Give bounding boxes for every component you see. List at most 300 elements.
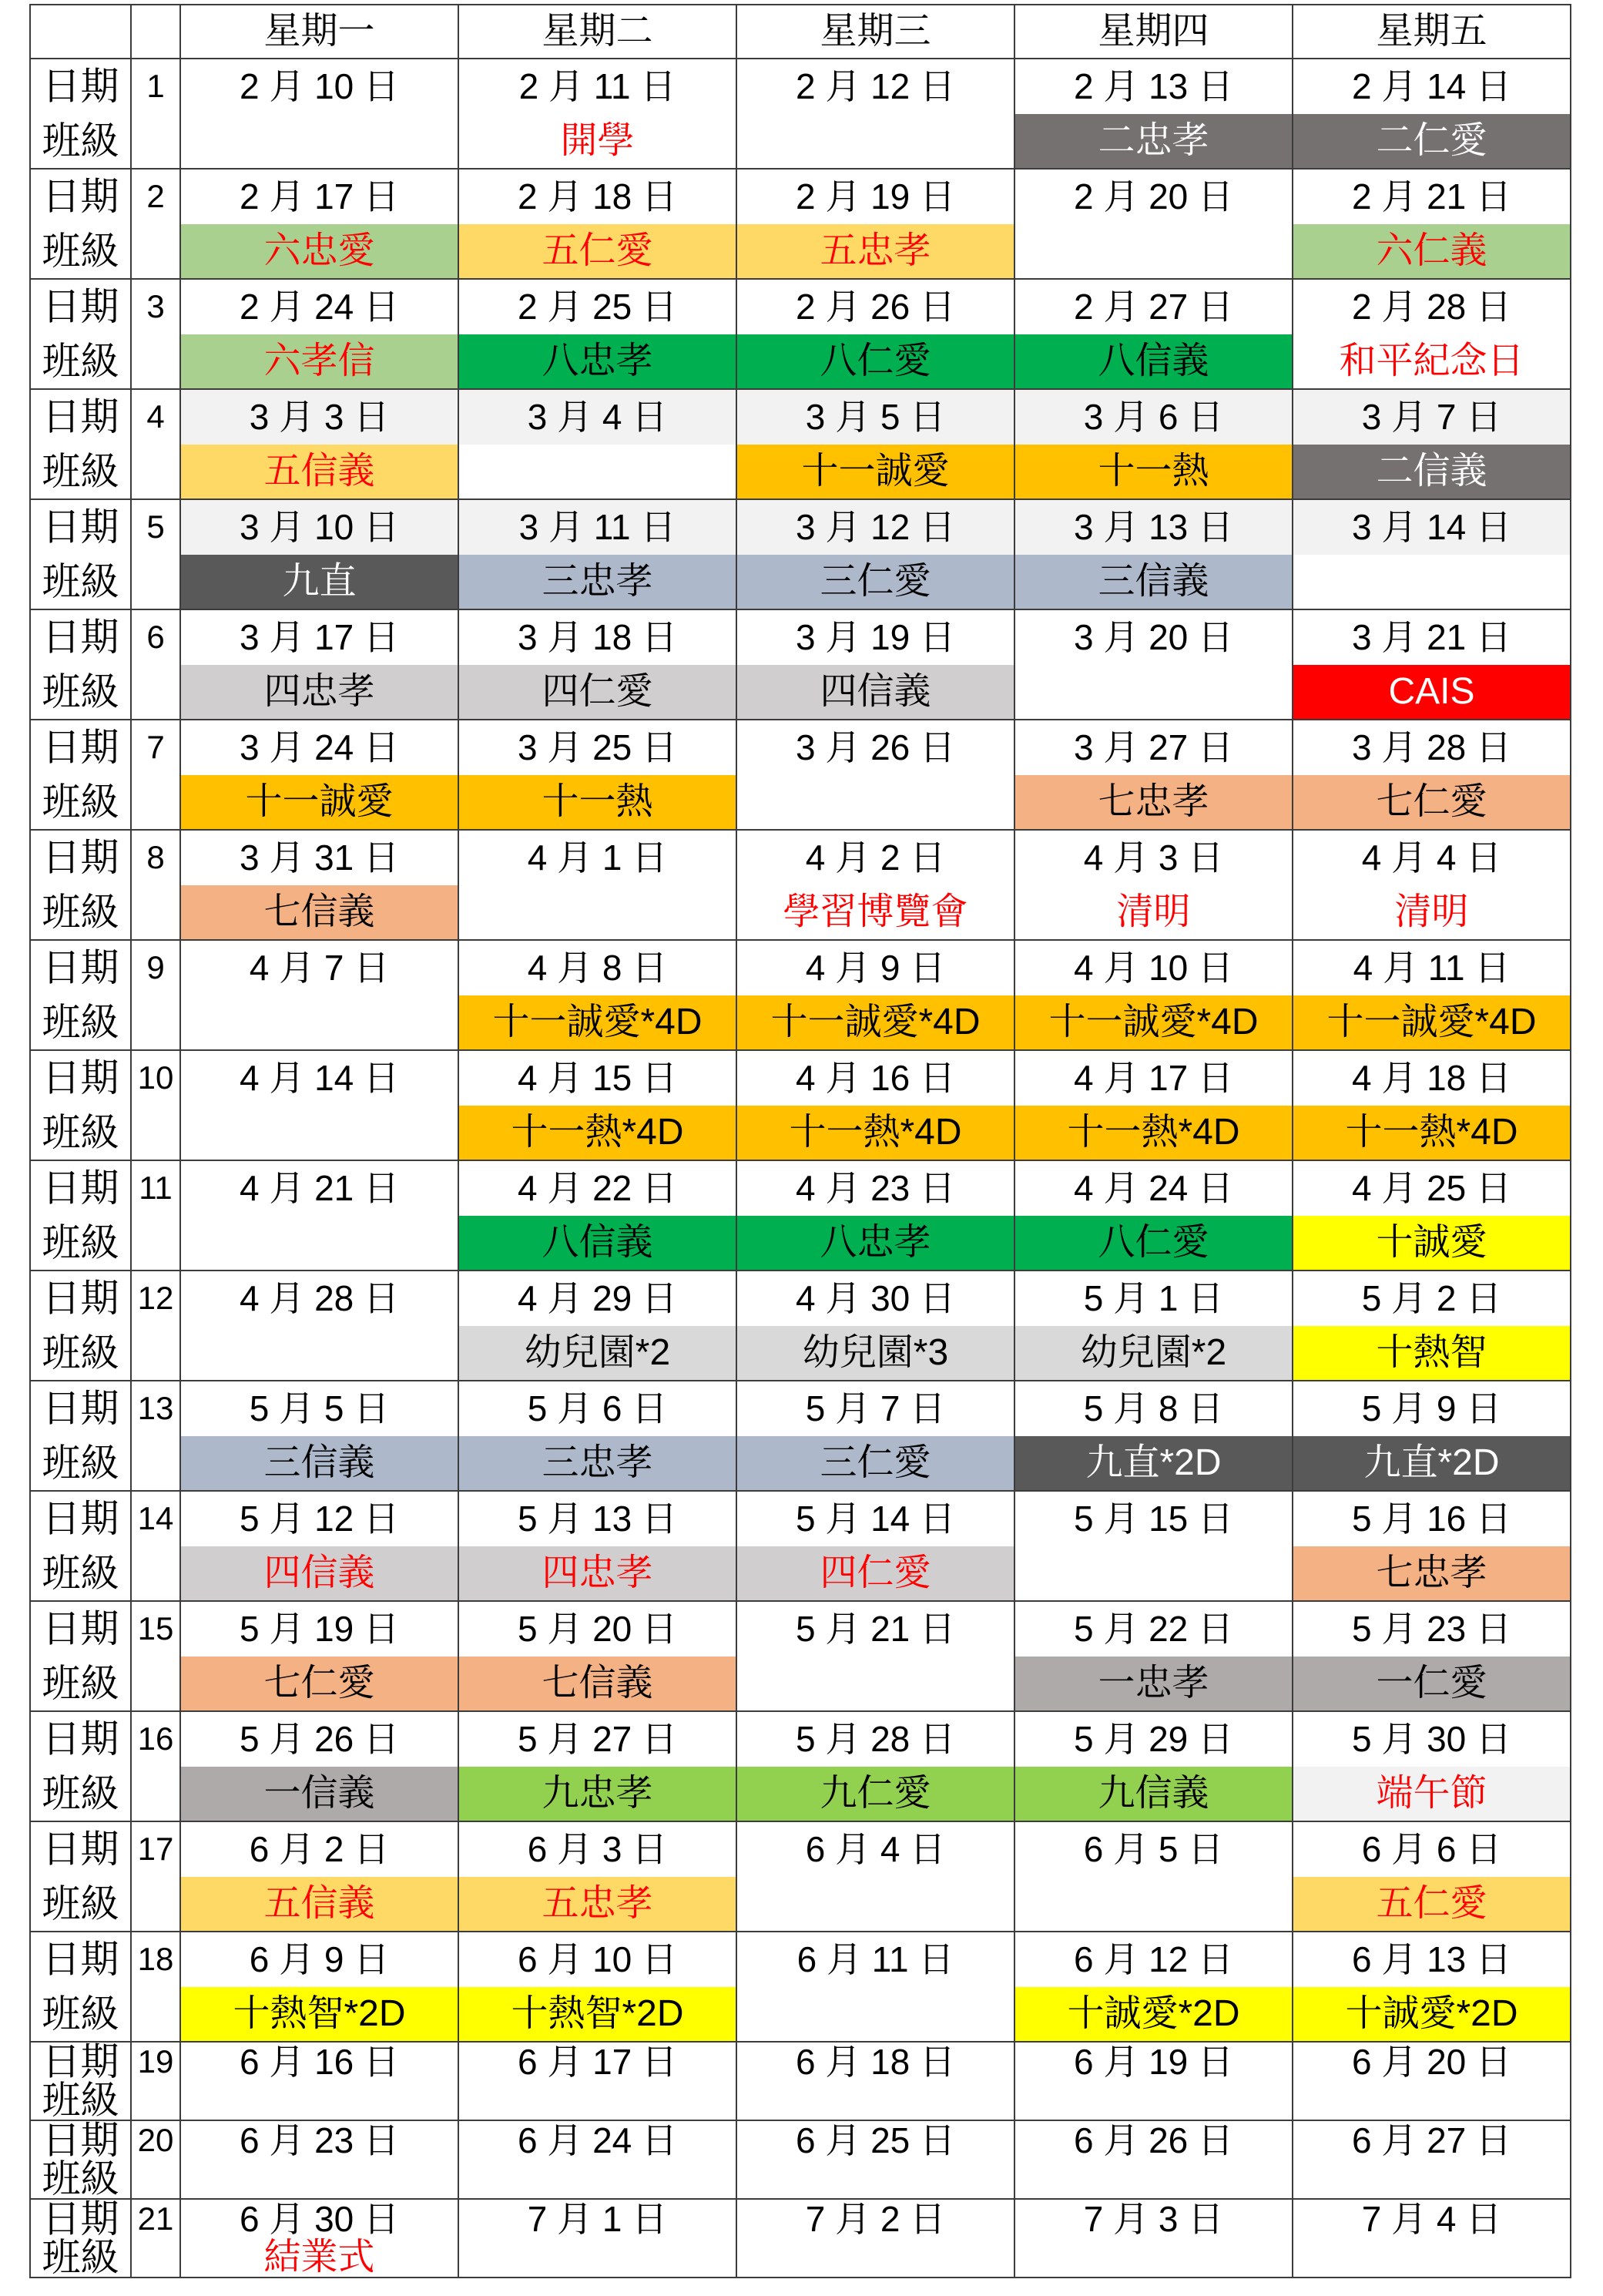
header-blank-cell: [31, 5, 132, 59]
class-text: 一仁愛: [1293, 1657, 1570, 1711]
week-row: [31, 1712, 1571, 1822]
date-text: 4 月 23 日: [795, 1168, 956, 1209]
day-cell: [459, 1712, 737, 1822]
class-label: 班級: [42, 1331, 119, 1375]
date-text: 6 月 2 日: [249, 1829, 390, 1870]
row-label-cell: [31, 1381, 132, 1492]
class-text: 五信義: [181, 445, 458, 499]
week-number: 3: [146, 288, 165, 325]
date-text: 4 月 4 日: [1361, 838, 1502, 878]
day-cell: [737, 610, 1015, 720]
date-text: 4 月 10 日: [1073, 948, 1234, 989]
day-cell: [737, 1381, 1015, 1492]
date-text: 5 月 16 日: [1351, 1499, 1512, 1539]
week-number: 17: [137, 1831, 174, 1868]
date-text: 3 月 27 日: [1073, 727, 1234, 768]
class-text: [737, 2081, 1014, 2120]
day-cell: [1293, 1602, 1571, 1712]
day-cell: [459, 2043, 737, 2121]
class-label: 班級: [42, 1220, 119, 1264]
day-cell: [737, 2043, 1015, 2121]
class-text: 七忠孝: [1293, 1546, 1570, 1601]
class-label: 班級: [42, 449, 119, 493]
date-text: 5 月 6 日: [527, 1388, 668, 1429]
date-label: 日期: [42, 285, 119, 329]
day-cell: [181, 1932, 459, 2043]
day-cell: [459, 280, 737, 390]
class-text: 九信義: [1015, 1767, 1292, 1821]
week-number-cell: [132, 280, 181, 390]
day-cell: [737, 1051, 1015, 1161]
day-cell: [1015, 500, 1293, 610]
date-label: 日期: [42, 1828, 119, 1871]
date-text: 3 月 3 日: [181, 390, 458, 445]
day-cell: [737, 1602, 1015, 1712]
day-cell: [181, 1381, 459, 1492]
week-number-cell: [132, 2200, 181, 2278]
day-cell: [459, 1492, 737, 1602]
week-number-cell: [132, 1712, 181, 1822]
date-text: 5 月 26 日: [239, 1719, 400, 1760]
day-cell: [1293, 1381, 1571, 1492]
day-cell: [1293, 1712, 1571, 1822]
day-cell: [737, 1822, 1015, 1932]
class-text: 二仁愛: [1293, 114, 1570, 169]
day-cell: [181, 1271, 459, 1381]
date-label: 日期: [42, 616, 119, 660]
week-row: [31, 1051, 1571, 1161]
week-row: [31, 1822, 1571, 1932]
day-cell: [1293, 280, 1571, 390]
week-number-cell: [132, 831, 181, 941]
day-cell: [181, 500, 459, 610]
week-row: [31, 831, 1571, 941]
date-label: 日期: [42, 1056, 119, 1100]
day-cell: [1015, 2200, 1293, 2278]
week-number: 6: [146, 619, 165, 656]
date-text: 2 月 13 日: [1073, 66, 1234, 107]
class-label: 班級: [42, 1992, 119, 2036]
class-text: 三仁愛: [737, 1436, 1014, 1491]
date-text: 7 月 4 日: [1361, 2199, 1502, 2239]
class-text: 一信義: [181, 1767, 458, 1821]
date-text: 4 月 11 日: [1353, 948, 1511, 989]
class-text: [181, 1216, 458, 1271]
date-text: 5 月 13 日: [517, 1499, 678, 1539]
class-label: 班級: [42, 119, 119, 163]
class-text: [1015, 2081, 1292, 2120]
date-text: 3 月 17 日: [239, 617, 400, 658]
class-text: 八信義: [459, 1216, 736, 1271]
date-text: 6 月 23 日: [239, 2120, 400, 2160]
class-text: [737, 114, 1014, 169]
day-cell: [459, 1932, 737, 2043]
day-cell: [1015, 610, 1293, 720]
class-text: 十一誠愛: [181, 775, 458, 830]
week-number-cell: [132, 2121, 181, 2200]
date-text: 3 月 4 日: [459, 390, 736, 445]
week-number-cell: [132, 1822, 181, 1932]
class-text: 三仁愛: [737, 555, 1014, 609]
date-text: 2 月 18 日: [517, 176, 678, 217]
week-number-cell: [132, 2043, 181, 2121]
class-text: [459, 445, 736, 499]
class-text: 六忠愛: [181, 224, 458, 279]
class-text: 和平紀念日: [1339, 340, 1524, 381]
row-label-cell: [31, 2040, 132, 2122]
class-text: 十一誠愛*4D: [1293, 995, 1570, 1050]
row-label-cell: [31, 1712, 132, 1822]
class-text: 九直*2D: [1015, 1436, 1292, 1491]
day-cell: [737, 1161, 1015, 1271]
week-row: [31, 280, 1571, 390]
day-cell: [181, 1051, 459, 1161]
class-text: 十熱智: [1293, 1326, 1570, 1381]
week-row: [31, 1492, 1571, 1602]
date-label: 日期: [42, 946, 119, 990]
week-number: 13: [137, 1390, 174, 1427]
day-cell: [1015, 59, 1293, 170]
class-text: 七仁愛: [1293, 775, 1570, 830]
date-text: 3 月 25 日: [517, 727, 678, 768]
day-cell: [737, 2200, 1015, 2278]
row-label-cell: [31, 1932, 132, 2043]
date-text: 3 月 20 日: [1073, 617, 1234, 658]
class-text: 十誠愛: [1293, 1216, 1570, 1271]
date-text: 3 月 13 日: [1015, 500, 1292, 555]
class-label: 班級: [42, 339, 119, 383]
class-text: 十誠愛*2D: [1015, 1987, 1292, 2042]
class-text: [181, 2160, 458, 2198]
class-text: [737, 775, 1014, 830]
day-cell: [459, 59, 737, 170]
date-text: 4 月 17 日: [1073, 1058, 1234, 1099]
date-text: 3 月 19 日: [795, 617, 956, 658]
class-text: 七忠孝: [1015, 775, 1292, 830]
date-text: 5 月 8 日: [1083, 1388, 1224, 1429]
day-cell: [181, 941, 459, 1051]
date-text: 4 月 3 日: [1083, 838, 1224, 878]
day-cell: [1293, 2043, 1571, 2121]
day-cell: [181, 720, 459, 831]
day-cell: [1015, 1712, 1293, 1822]
date-text: 3 月 11 日: [459, 500, 736, 555]
week-number-cell: [132, 1271, 181, 1381]
class-text: 十一誠愛*4D: [737, 995, 1014, 1050]
date-text: 3 月 14 日: [1293, 500, 1570, 555]
date-text: 5 月 21 日: [795, 1609, 956, 1650]
class-text: 六孝信: [181, 334, 458, 389]
date-text: 6 月 10 日: [517, 1939, 678, 1980]
day-cell: [1293, 1822, 1571, 1932]
day-cell: [459, 2200, 737, 2278]
day-cell: [737, 280, 1015, 390]
day-cell: [1015, 1602, 1293, 1712]
day-cell: [181, 1822, 459, 1932]
week-number: 14: [137, 1500, 174, 1537]
class-text: 八忠孝: [459, 334, 736, 389]
class-text: 幼兒園*3: [737, 1326, 1014, 1381]
class-text: [737, 1657, 1014, 1711]
week-row: [31, 59, 1571, 170]
class-text: 幼兒園*2: [459, 1326, 736, 1381]
header-day-wednesday: 星期三: [737, 5, 1015, 59]
date-text: 6 月 19 日: [1073, 2042, 1234, 2082]
row-label-cell: [31, 831, 132, 941]
class-text: 端午節: [1293, 1767, 1570, 1821]
class-text: 一忠孝: [1015, 1657, 1292, 1711]
date-text: 6 月 26 日: [1073, 2120, 1234, 2160]
class-text: [181, 114, 458, 169]
day-cell: [1015, 2043, 1293, 2121]
week-row: [31, 610, 1571, 720]
class-text: [1015, 1877, 1292, 1932]
day-cell: [181, 2043, 459, 2121]
week-row: [31, 1602, 1571, 1712]
class-text: [459, 2160, 736, 2198]
day-cell: [737, 500, 1015, 610]
row-label-cell: [31, 280, 132, 390]
class-label: 班級: [42, 229, 119, 273]
class-text: 四忠孝: [181, 665, 458, 720]
class-text: [181, 995, 458, 1050]
row-label-cell: [31, 390, 132, 500]
header-row: [31, 5, 1571, 59]
day-cell: [1293, 610, 1571, 720]
week-number-cell: [132, 1161, 181, 1271]
day-cell: [1015, 2121, 1293, 2200]
day-cell: [459, 1271, 737, 1381]
day-cell: [1015, 1271, 1293, 1381]
week-number-cell: [132, 610, 181, 720]
day-cell: [1293, 1051, 1571, 1161]
week-number-cell: [132, 1381, 181, 1492]
date-text: 3 月 12 日: [737, 500, 1014, 555]
date-label: 日期: [42, 836, 119, 880]
day-cell: [1293, 500, 1571, 610]
class-text: [737, 2160, 1014, 2198]
date-text: 4 月 2 日: [805, 838, 946, 878]
date-text: 7 月 1 日: [527, 2199, 668, 2239]
date-text: 2 月 19 日: [795, 176, 956, 217]
class-text: [181, 2081, 458, 2120]
day-cell: [1293, 2200, 1571, 2278]
day-cell: [459, 2121, 737, 2200]
week-number: 12: [137, 1280, 174, 1317]
class-text: 清明: [1116, 891, 1191, 932]
day-cell: [1293, 59, 1571, 170]
day-cell: [1293, 720, 1571, 831]
week-number: 4: [146, 398, 165, 435]
day-cell: [1293, 390, 1571, 500]
day-cell: [1293, 170, 1571, 280]
class-text: 八信義: [1015, 334, 1292, 389]
class-label: 班級: [42, 1110, 119, 1154]
class-text: 四仁愛: [459, 665, 736, 720]
class-text: 十誠愛*2D: [1293, 1987, 1570, 2042]
day-cell: [737, 2121, 1015, 2200]
class-text: 三忠孝: [459, 555, 736, 609]
date-text: 2 月 14 日: [1351, 66, 1512, 107]
week-number-cell: [132, 500, 181, 610]
week-row: [31, 2197, 1571, 2279]
class-label: 班級: [42, 559, 119, 603]
class-text: 七信義: [459, 1657, 736, 1711]
day-cell: [1015, 941, 1293, 1051]
date-text: 5 月 2 日: [1361, 1278, 1502, 1319]
class-text: 十一熱: [1015, 445, 1292, 499]
day-cell: [1015, 720, 1293, 831]
date-text: 3 月 24 日: [239, 727, 400, 768]
date-text: 4 月 9 日: [805, 948, 946, 989]
day-cell: [181, 280, 459, 390]
date-text: 4 月 30 日: [795, 1278, 956, 1319]
date-label: 日期: [42, 726, 119, 770]
class-label: 班級: [42, 890, 119, 934]
date-text: 6 月 3 日: [527, 1829, 668, 1870]
date-label: 日期: [42, 395, 119, 439]
date-text: 3 月 31 日: [239, 838, 400, 878]
date-label: 日期: [42, 1607, 119, 1651]
date-text: 5 月 29 日: [1073, 1719, 1234, 1760]
class-text: 九忠孝: [459, 1767, 736, 1821]
date-text: 3 月 26 日: [795, 727, 956, 768]
week-number-cell: [132, 390, 181, 500]
row-label-cell: [31, 720, 132, 831]
date-label: 日期: [42, 65, 119, 109]
date-text: 6 月 11 日: [796, 1939, 954, 1980]
week-number: 21: [137, 2200, 174, 2237]
class-text: 四信義: [181, 1546, 458, 1601]
date-label: 日期: [42, 2119, 119, 2162]
day-cell: [737, 1271, 1015, 1381]
class-label: 班級: [42, 1771, 119, 1815]
date-text: 2 月 24 日: [239, 287, 400, 327]
day-cell: [459, 941, 737, 1051]
date-text: 5 月 19 日: [239, 1609, 400, 1650]
week-row: [31, 1161, 1571, 1271]
date-text: 6 月 20 日: [1351, 2042, 1512, 2082]
week-number: 8: [146, 839, 165, 876]
day-cell: [181, 59, 459, 170]
class-text: 幼兒園*2: [1015, 1326, 1292, 1381]
date-text: 3 月 10 日: [181, 500, 458, 555]
date-text: 5 月 20 日: [517, 1609, 678, 1650]
date-text: 5 月 23 日: [1351, 1609, 1512, 1650]
date-text: 2 月 17 日: [239, 176, 400, 217]
class-text: 五信義: [181, 1877, 458, 1932]
class-text: 四忠孝: [459, 1546, 736, 1601]
week-row: [31, 2040, 1571, 2122]
date-text: 4 月 14 日: [239, 1058, 400, 1099]
class-text: 六仁義: [1293, 224, 1570, 279]
class-text: 十一熱*4D: [1015, 1106, 1292, 1160]
row-label-cell: [31, 1492, 132, 1602]
day-cell: [1015, 170, 1293, 280]
class-text: [1015, 224, 1292, 279]
date-text: 2 月 21 日: [1351, 176, 1512, 217]
header-day-friday: 星期五: [1293, 5, 1571, 59]
day-cell: [737, 941, 1015, 1051]
day-cell: [181, 390, 459, 500]
week-number-cell: [132, 1602, 181, 1712]
day-cell: [181, 831, 459, 941]
day-cell: [181, 1161, 459, 1271]
date-text: 5 月 14 日: [795, 1499, 956, 1539]
day-cell: [181, 1602, 459, 1712]
class-text: [1293, 555, 1570, 609]
week-number: 11: [139, 1170, 173, 1207]
class-text: [737, 2238, 1014, 2277]
date-text: 6 月 13 日: [1351, 1939, 1512, 1980]
class-text: [181, 1106, 458, 1160]
week-row: [31, 1381, 1571, 1492]
week-number: 19: [137, 2043, 174, 2079]
week-number-cell: [132, 1051, 181, 1161]
class-label: 班級: [42, 1551, 119, 1595]
day-cell: [737, 390, 1015, 500]
week-number-cell: [132, 720, 181, 831]
week-row: [31, 720, 1571, 831]
class-text: 五仁愛: [1293, 1877, 1570, 1932]
day-cell: [181, 1712, 459, 1822]
date-label: 日期: [42, 1497, 119, 1541]
day-cell: [181, 170, 459, 280]
class-text: 二忠孝: [1015, 114, 1292, 169]
date-text: 6 月 24 日: [517, 2120, 678, 2160]
week-row: [31, 1271, 1571, 1381]
header-week-blank-cell: [132, 5, 181, 59]
date-text: 4 月 18 日: [1351, 1058, 1512, 1099]
class-text: 十熱智*2D: [181, 1987, 458, 2042]
class-label: 班級: [42, 2236, 119, 2279]
class-text: 十一誠愛: [737, 445, 1014, 499]
class-text: 五仁愛: [459, 224, 736, 279]
date-text: 3 月 6 日: [1015, 390, 1292, 445]
class-text: 十熱智*2D: [459, 1987, 736, 2042]
week-number: 5: [146, 509, 165, 545]
date-text: 5 月 12 日: [239, 1499, 400, 1539]
week-number: 16: [137, 1720, 174, 1757]
date-text: 5 月 30 日: [1351, 1719, 1512, 1760]
week-number: 18: [137, 1941, 174, 1978]
date-text: 5 月 1 日: [1083, 1278, 1224, 1319]
row-label-cell: [31, 1271, 132, 1381]
week-number-cell: [132, 59, 181, 170]
date-text: 6 月 12 日: [1073, 1939, 1234, 1980]
class-text: [1293, 2238, 1570, 2277]
date-label: 日期: [42, 1166, 119, 1210]
class-text: 四仁愛: [737, 1546, 1014, 1601]
day-cell: [737, 170, 1015, 280]
date-text: 3 月 7 日: [1293, 390, 1570, 445]
date-text: 6 月 27 日: [1351, 2120, 1512, 2160]
class-text: [1293, 2160, 1570, 2198]
day-cell: [1015, 1492, 1293, 1602]
date-text: 4 月 21 日: [239, 1168, 400, 1209]
class-text: 十一誠愛*4D: [1015, 995, 1292, 1050]
date-text: 3 月 21 日: [1351, 617, 1512, 658]
day-cell: [737, 59, 1015, 170]
day-cell: [459, 1381, 737, 1492]
row-label-cell: [31, 941, 132, 1051]
day-cell: [737, 831, 1015, 941]
header-day-monday: 星期一: [181, 5, 459, 59]
class-text: 學習博覽會: [783, 891, 968, 932]
day-cell: [1293, 1161, 1571, 1271]
date-text: 5 月 27 日: [517, 1719, 678, 1760]
day-cell: [1015, 1161, 1293, 1271]
